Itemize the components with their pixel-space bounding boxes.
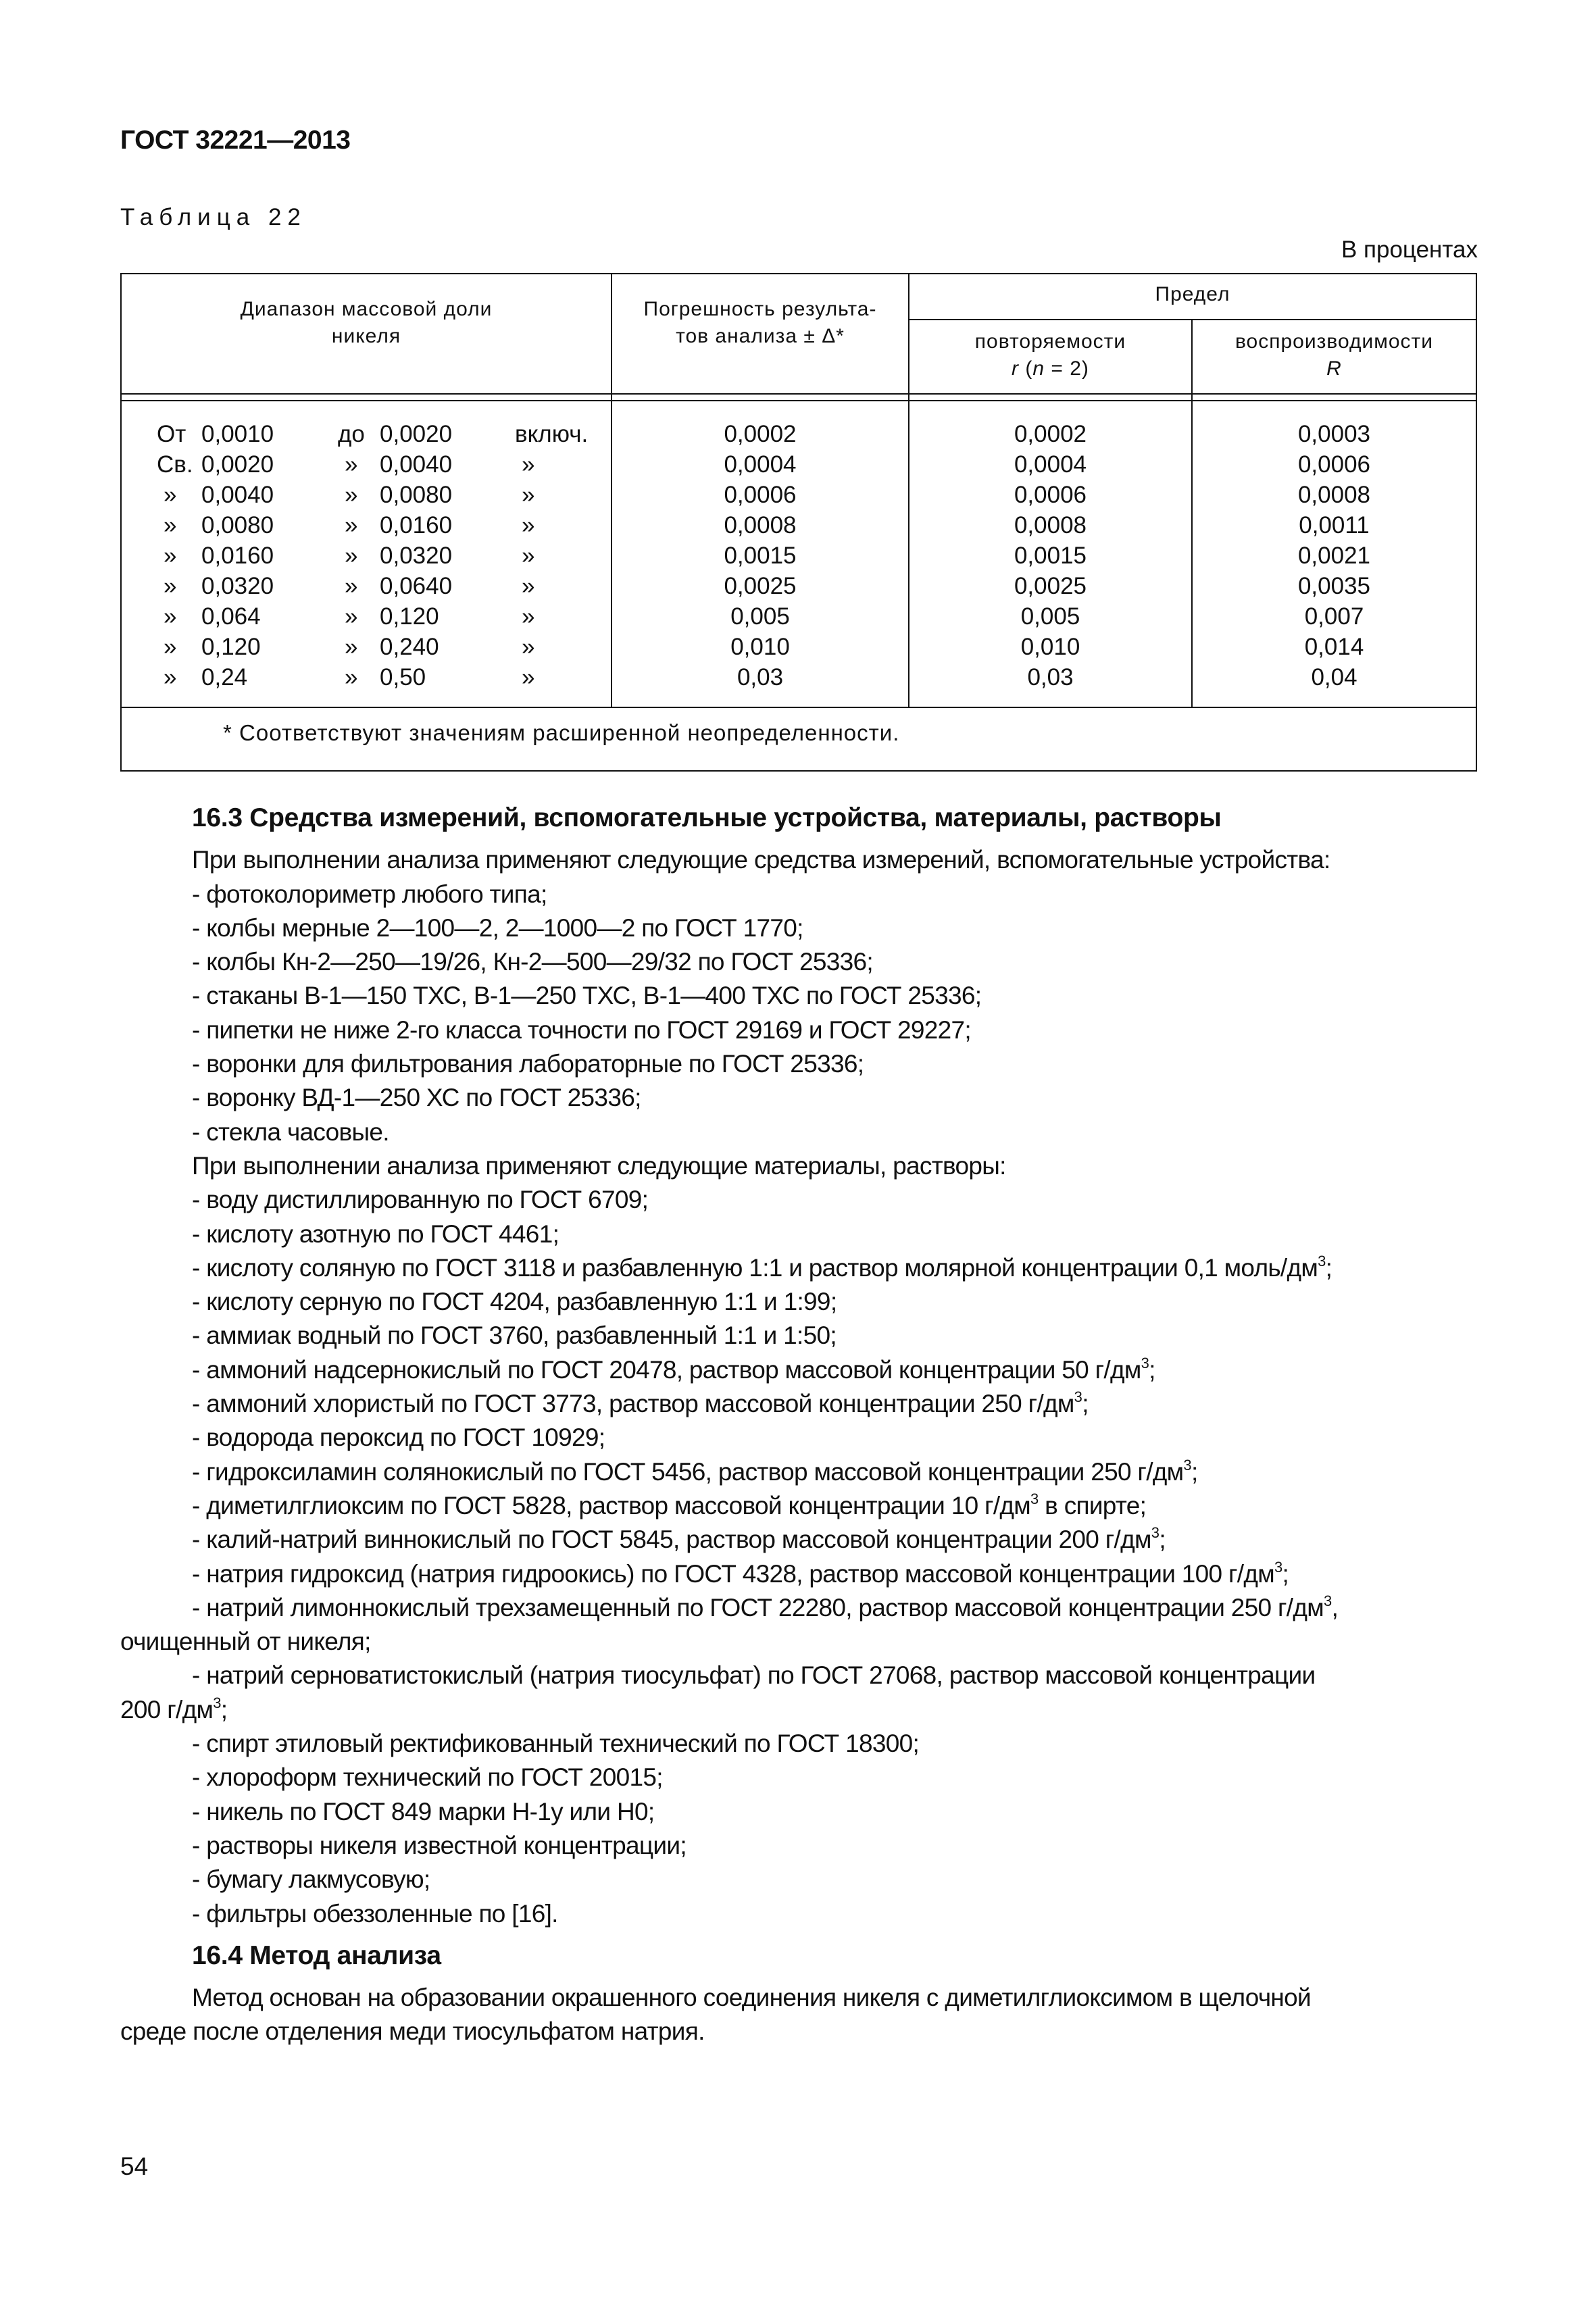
material-item-continued: 200 $г/дм^3$; (120, 1694, 228, 1724)
range-suffix: » (522, 512, 535, 538)
range-suffix: » (522, 451, 535, 478)
range-suffix: включ. (515, 421, 589, 447)
reproducibility-cell: 0,0021 (1297, 543, 1371, 569)
repeatability-column (909, 419, 1191, 693)
materials-list (120, 1183, 1478, 1251)
data-table (120, 273, 1477, 772)
material-item: - диметилглиоксим по ГОСТ 5828, раствор массовой концентрации 10 $г/дм^3$ в спирте; (192, 1490, 1147, 1519)
range-to: 0,240 (380, 634, 439, 660)
instrument-item: - воронку ВД-1—250 ХС по ГОСТ 25336; (192, 1084, 641, 1112)
range-cell (157, 662, 609, 693)
material-item: - кислоту соляную по ГОСТ 3118 и разбавленную 1:1 и раствор молярной концентрации 0,1 моль/$дм^3$; (192, 1252, 1332, 1282)
range-to: 0,0080 (380, 482, 453, 508)
range-suffix: » (522, 482, 535, 508)
section-16-4-title: 16.4 Метод анализа (192, 1940, 441, 1970)
instrument-item: - фотоколориметр любого типа; (192, 880, 547, 908)
header-error: Погрешность результа- тов анализа ± Δ* (643, 298, 877, 347)
reproducibility-cell: 0,007 (1304, 603, 1364, 630)
materials-list (120, 1285, 1478, 1353)
range-column (157, 419, 609, 693)
range-to-word: » (345, 512, 358, 538)
repeatability-cell: 0,03 (1027, 664, 1074, 690)
range-suffix: » (522, 573, 535, 599)
reproducibility-column (1193, 419, 1476, 693)
error-cell: 0,0015 (724, 543, 797, 569)
range-to: 0,0020 (380, 421, 453, 447)
instrument-item: - колбы мерные 2—100—2, 2—1000—2 по ГОСТ 1770; (192, 913, 803, 942)
instrument-item: - стаканы В-1—150 ТХС, В-1—250 ТХС, В-1—400 ТХС по ГОСТ 25336; (192, 982, 982, 1010)
reproducibility-cell: 0,014 (1304, 634, 1364, 660)
material-item: - аммиак водный по ГОСТ 3760, разбавленный 1:1 и 1:50; (192, 1322, 837, 1350)
range-cell (157, 419, 609, 449)
range-from: 0,0010 (201, 421, 274, 447)
reproducibility-cell: 0,0035 (1297, 573, 1371, 599)
range-from: 0,0080 (201, 512, 274, 538)
body-text (120, 801, 1478, 2049)
material-item: - натрий лимоннокислый трехзамещенный по ГОСТ 22280, раствор массовой концентрации 250 $г/дм^3$, (192, 1592, 1339, 1621)
material-item: - бумагу лакмусовую; (192, 1865, 430, 1894)
error-cell: 0,005 (730, 603, 790, 630)
range-to-word: » (345, 543, 358, 569)
error-column (612, 419, 908, 693)
range-to: 0,0040 (380, 451, 453, 478)
range-from: 0,0020 (201, 451, 274, 478)
range-prefix: » (164, 573, 177, 599)
range-suffix: » (522, 664, 535, 690)
header-divider-limit (909, 319, 1477, 320)
material-item: - кислоту серную по ГОСТ 4204, разбавленную 1:1 и 1:99; (192, 1288, 837, 1316)
material-item: - хлороформ технический по ГОСТ 20015; (192, 1763, 663, 1792)
error-cell: 0,0004 (724, 451, 797, 478)
range-to: 0,120 (380, 603, 439, 630)
range-prefix: » (164, 664, 177, 690)
range-to: 0,50 (380, 664, 426, 690)
range-from: 0,064 (201, 603, 261, 630)
material-item: - натрия гидроксид (натрия гидроокись) по ГОСТ 4328, раствор массовой концентрации 100 $г/дм^3$; (192, 1558, 1289, 1588)
range-cell (157, 449, 609, 480)
instrument-item: - воронки для фильтрования лабораторные по ГОСТ 25336; (192, 1050, 864, 1078)
materials-list (120, 1727, 1478, 1931)
error-cell: 0,0006 (724, 482, 797, 508)
range-from: 0,0320 (201, 573, 274, 599)
range-to-word: » (345, 573, 358, 599)
range-cell (157, 632, 609, 662)
range-to-word: » (345, 634, 358, 660)
repeatability-cell: 0,005 (1020, 603, 1080, 630)
range-suffix: » (522, 603, 535, 630)
range-prefix: От (157, 421, 186, 447)
material-item: - аммоний надсернокислый по ГОСТ 20478, раствор массовой концентрации 50 $г/дм^3$; (192, 1354, 1155, 1384)
page-number: 54 (120, 2153, 149, 2180)
repeatability-cell: 0,0006 (1014, 482, 1087, 508)
range-to-word: » (345, 451, 358, 478)
repeatability-cell: 0,0008 (1014, 512, 1087, 538)
material-item: - водорода пероксид по ГОСТ 10929; (192, 1424, 605, 1452)
range-prefix: » (164, 512, 177, 538)
material-item: - натрий серноватистокислый (натрия тиосульфат) по ГОСТ 27068, раствор массовой концентрации (192, 1661, 1316, 1690)
material-item: - гидроксиламин солянокислый по ГОСТ 5456, раствор массовой концентрации 250 $г/дм^3$; (192, 1456, 1198, 1486)
range-prefix: » (164, 603, 177, 630)
method-paragraph-line: Метод основан на образовании окрашенного соединения никеля с диметилглиоксимом в щелочной (192, 1984, 1312, 2012)
range-from: 0,24 (201, 664, 248, 690)
range-prefix: » (164, 482, 177, 508)
material-item: - фильтры обеззоленные по [16]. (192, 1899, 558, 1928)
table-footnote: * Соответствуют значениям расширенной неопределенности. (223, 720, 900, 745)
range-from: 0,0160 (201, 543, 274, 569)
header-reproducibility: воспроизводимости R (1235, 330, 1434, 380)
header-repeatability: повторяемости r (n = 2) (974, 330, 1126, 380)
material-item: - растворы никеля известной концентрации; (192, 1831, 687, 1859)
footnote-divider (122, 707, 1476, 708)
range-to-word: до (338, 421, 365, 447)
repeatability-cell: 0,0015 (1014, 543, 1087, 569)
range-cell (157, 540, 609, 571)
range-prefix: » (164, 634, 177, 660)
header-limit: Предел (1155, 283, 1230, 305)
reproducibility-cell: 0,0011 (1299, 512, 1370, 538)
reproducibility-cell: 0,0003 (1297, 421, 1371, 447)
table-caption: Таблица 22 (120, 204, 307, 230)
range-cell (157, 510, 609, 540)
repeatability-cell: 0,0002 (1014, 421, 1087, 447)
error-cell: 0,0025 (724, 573, 797, 599)
method-paragraph-line: среде после отделения меди тиосульфатом натрия. (120, 2017, 705, 2046)
range-cell (157, 571, 609, 601)
instruments-list (120, 878, 1478, 1149)
reproducibility-cell: 0,04 (1311, 664, 1357, 690)
range-to: 0,0320 (380, 543, 453, 569)
table-unit: В процентах (1341, 236, 1478, 263)
intro-instruments: При выполнении анализа применяют следующие средства измерений, вспомогательные устройства: (192, 846, 1330, 874)
range-from: 0,120 (201, 634, 261, 660)
instrument-item: - колбы Кн-2—250—19/26, Кн-2—500—29/32 по ГОСТ 25336; (192, 948, 873, 976)
error-cell: 0,0002 (724, 421, 797, 447)
material-item: - спирт этиловый ректификованный технический по ГОСТ 18300; (192, 1730, 920, 1758)
error-cell: 0,03 (737, 664, 784, 690)
instrument-item: - пипетки не ниже 2-го класса точности по ГОСТ 29169 и ГОСТ 29227; (192, 1015, 972, 1044)
section-16-3-title: 16.3 Средства измерений, вспомогательные устройства, материалы, растворы (192, 803, 1222, 832)
range-to-word: » (345, 664, 358, 690)
error-cell: 0,0008 (724, 512, 797, 538)
material-item: - аммоний хлористый по ГОСТ 3773, раствор массовой концентрации 250 $г/дм^3$; (192, 1388, 1089, 1418)
range-suffix: » (522, 543, 535, 569)
header-bottom-line-double (122, 400, 1476, 401)
repeatability-cell: 0,0004 (1014, 451, 1087, 478)
range-to: 0,0160 (380, 512, 453, 538)
range-to-word: » (345, 482, 358, 508)
reproducibility-cell: 0,0006 (1297, 451, 1371, 478)
range-prefix: Св. (157, 451, 193, 478)
material-item-continued: очищенный от никеля; (120, 1628, 371, 1656)
intro-materials: При выполнении анализа применяют следующие материалы, растворы: (192, 1151, 1006, 1180)
document-header: ГОСТ 32221—2013 (120, 126, 351, 155)
range-cell (157, 601, 609, 632)
header-bottom-line (122, 393, 1476, 395)
repeatability-cell: 0,0025 (1014, 573, 1087, 599)
material-item: - кислоту азотную по ГОСТ 4461; (192, 1219, 559, 1248)
header-range: Диапазон массовой доли никеля (240, 298, 493, 347)
material-item: - воду дистиллированную по ГОСТ 6709; (192, 1186, 649, 1214)
error-cell: 0,010 (730, 634, 790, 660)
range-suffix: » (522, 634, 535, 660)
range-to-word: » (345, 603, 358, 630)
material-item: - калий-натрий виннокислый по ГОСТ 5845, раствор массовой концентрации 200 $г/дм^3$; (192, 1524, 1166, 1554)
instrument-item: - стекла часовые. (192, 1117, 389, 1146)
range-to: 0,0640 (380, 573, 453, 599)
range-cell (157, 480, 609, 510)
repeatability-cell: 0,010 (1020, 634, 1080, 660)
range-prefix: » (164, 543, 177, 569)
material-item: - никель по ГОСТ 849 марки Н-1у или Н0; (192, 1797, 655, 1826)
reproducibility-cell: 0,0008 (1297, 482, 1371, 508)
range-from: 0,0040 (201, 482, 274, 508)
